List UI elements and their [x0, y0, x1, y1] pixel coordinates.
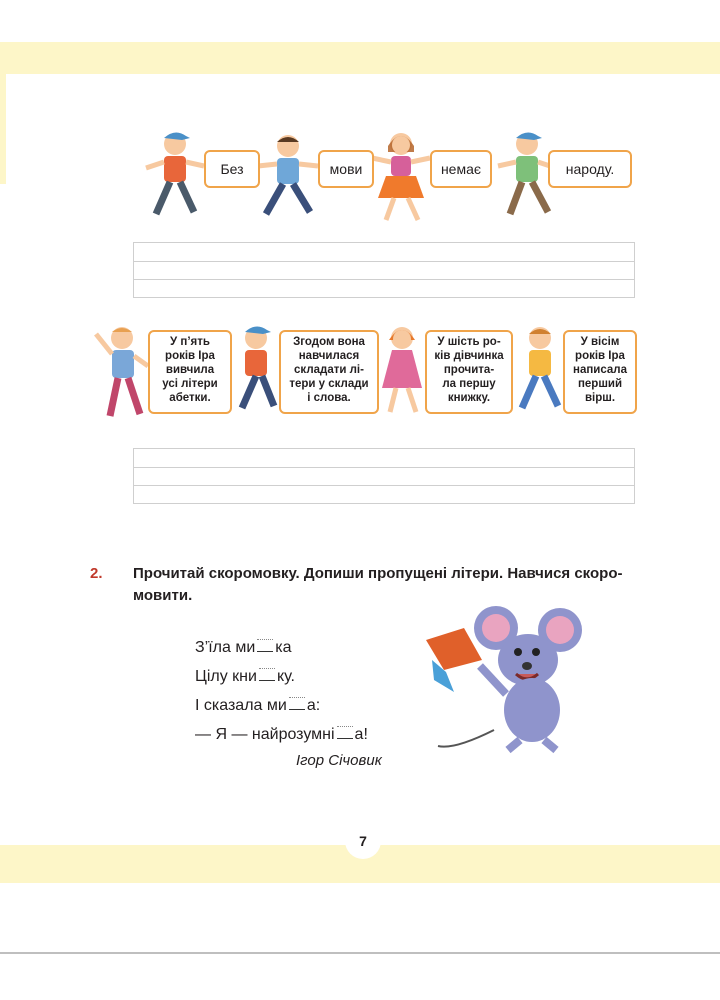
page-bottom-rule	[0, 952, 720, 954]
child-figure-3	[368, 128, 434, 224]
child-figure-1	[142, 128, 208, 220]
letter-gap[interactable]	[257, 651, 273, 652]
poem-line-4: — Я — найрозумні а!	[195, 726, 368, 743]
task-number: 2.	[90, 565, 103, 582]
left-band	[0, 74, 6, 184]
sentence-card-3: У шість ро- ків дівчинка прочита- ла першу книжку.	[425, 330, 513, 414]
writing-lines-2[interactable]	[133, 448, 635, 504]
poem-line-1: З’їла ми ка	[195, 639, 292, 656]
page-number: 7	[345, 823, 381, 859]
poem-author: Ігор Січовик	[296, 752, 382, 769]
child-figure-8	[512, 322, 568, 414]
poem-line-3: І сказала ми а:	[195, 697, 321, 714]
top-band	[0, 42, 720, 74]
sentence-card-1: У п’ять років Іра вивчила усі літери абетки.	[148, 330, 232, 414]
sentence-card-4: У вісім років Іра написала перший вірш.	[563, 330, 637, 414]
child-figure-5	[90, 322, 152, 422]
mouse-with-book-illustration	[424, 600, 610, 760]
task-instruction: Прочитай скоромовку. Допиши пропущені літери. Навчися скоро- мовити.	[133, 565, 623, 604]
word-card-3: немає	[430, 150, 492, 188]
child-figure-2	[254, 130, 322, 222]
child-figure-7	[374, 322, 430, 418]
writing-lines-1[interactable]	[133, 242, 635, 298]
letter-gap[interactable]	[337, 738, 353, 739]
poem-line-2: Цілу кни ку.	[195, 668, 295, 685]
letter-gap[interactable]	[289, 709, 305, 710]
letter-gap[interactable]	[259, 680, 275, 681]
word-card-4: народу.	[548, 150, 632, 188]
sentence-card-2: Згодом вона навчилася складати лі- тери у склади і слова.	[279, 330, 379, 414]
child-figure-6	[228, 322, 284, 412]
word-card-2: мови	[318, 150, 374, 188]
word-card-1: Без	[204, 150, 260, 188]
tongue-twister	[195, 633, 368, 749]
